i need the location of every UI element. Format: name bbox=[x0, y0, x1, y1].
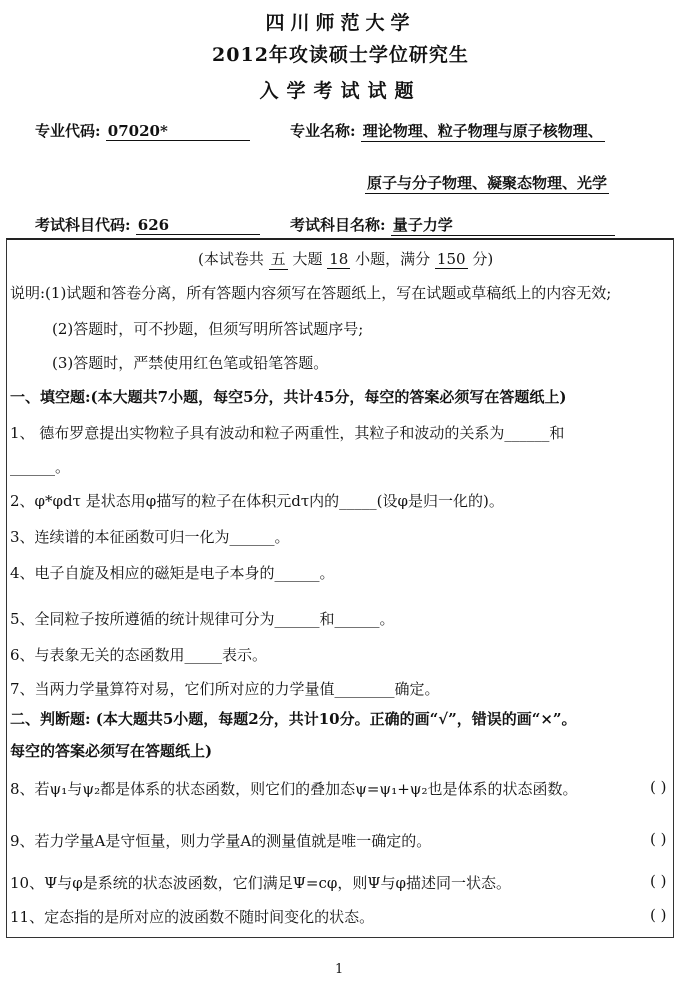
question-10: 10、Ψ与φ是系统的状态波函数，它们满足Ψ=cφ，则Ψ与φ描述同一状态。 bbox=[10, 874, 512, 892]
answer-mark-10: ( ) bbox=[650, 872, 667, 890]
exam-title: 入学考试试题 bbox=[259, 80, 422, 102]
exam-year-title: 2012年攻读硕士学位研究生 bbox=[212, 44, 469, 66]
question-9: 9、若力学量A是守恒量，则力学量A的测量值就是唯一确定的。 bbox=[10, 832, 432, 850]
instruction-1: 说明:(1)试题和答卷分离，所有答题内容须写在答题纸上，写在试题或草稿纸上的内容无效; bbox=[10, 284, 612, 302]
major-name-row bbox=[290, 120, 605, 142]
paper-summary bbox=[198, 248, 493, 270]
page-number: 1 bbox=[335, 962, 344, 977]
instruction-2: (2)答题时，可不抄题，但须写明所答试题序号; bbox=[52, 320, 364, 338]
question-7: 7、当两力学量算符对易，它们所对应的力学量值________确定。 bbox=[10, 680, 440, 698]
question-1-cont: ______。 bbox=[10, 458, 71, 476]
major-name-value-1: 理论物理、粒子物理与原子核物理、 bbox=[362, 122, 603, 140]
question-4: 4、电子自旋及相应的磁矩是电子本身的______。 bbox=[10, 564, 335, 582]
major-code-label: 专业代码: bbox=[35, 122, 101, 140]
subject-name-value: 量子力学 bbox=[391, 214, 615, 236]
summary-post: 分) bbox=[472, 250, 494, 268]
instruction-3: (3)答题时，严禁使用红色笔或铅笔答题。 bbox=[52, 354, 329, 372]
question-8: 8、若ψ₁与ψ₂都是体系的状态函数，则它们的叠加态ψ=ψ₁+ψ₂也是体系的状态函数。 bbox=[10, 780, 578, 798]
subject-name-label: 考试科目名称: bbox=[290, 216, 386, 234]
summary-mid2: 小题，满分 bbox=[355, 250, 431, 268]
question-3: 3、连续谱的本征函数可归一化为______。 bbox=[10, 528, 290, 546]
subject-code-label: 考试科目代码: bbox=[35, 216, 131, 234]
summary-pre: (本试卷共 bbox=[198, 250, 264, 268]
question-2: 2、φ*φdτ 是状态用φ描写的粒子在体积元dτ内的_____(设φ是归一化的)。 bbox=[10, 492, 504, 510]
summary-questions: 18 bbox=[329, 250, 349, 268]
subject-code-row bbox=[35, 214, 260, 235]
answer-mark-9: ( ) bbox=[650, 830, 667, 848]
summary-sections: 五 bbox=[270, 250, 286, 268]
summary-mid1: 大题 bbox=[292, 250, 323, 268]
university-title: 四川师范大学 bbox=[265, 12, 416, 34]
major-name-row-2 bbox=[365, 172, 609, 194]
question-5: 5、全同粒子按所遵循的统计规律可分为______和______。 bbox=[10, 610, 395, 628]
summary-score: 150 bbox=[436, 250, 466, 268]
subject-name-row bbox=[290, 214, 615, 236]
section1-heading: 一、填空题:(本大题共7小题，每空5分，共计45分，每空的答案必须写在答题纸上) bbox=[10, 388, 567, 406]
section2-heading: 二、判断题: (本大题共5小题，每题2分，共计10分。正确的画“√”，错误的画“×”。 bbox=[10, 710, 577, 728]
answer-mark-8: ( ) bbox=[650, 778, 667, 796]
major-code-value: 07020* bbox=[106, 122, 250, 141]
section2-heading-cont: 每空的答案必须写在答题纸上) bbox=[10, 742, 213, 760]
answer-mark-11: ( ) bbox=[650, 906, 667, 924]
question-11: 11、定态指的是所对应的波函数不随时间变化的状态。 bbox=[10, 908, 375, 926]
major-name-label: 专业名称: bbox=[290, 122, 356, 140]
subject-code-value: 626 bbox=[136, 216, 260, 235]
question-6: 6、与表象无关的态函数用_____表示。 bbox=[10, 646, 268, 664]
major-code-row bbox=[35, 120, 250, 141]
major-name-value-2: 原子与分子物理、凝聚态物理、光学 bbox=[367, 174, 608, 192]
question-1: 1、 德布罗意提出实物粒子具有波动和粒子两重性，其粒子和波动的关系为______和 bbox=[10, 424, 565, 442]
